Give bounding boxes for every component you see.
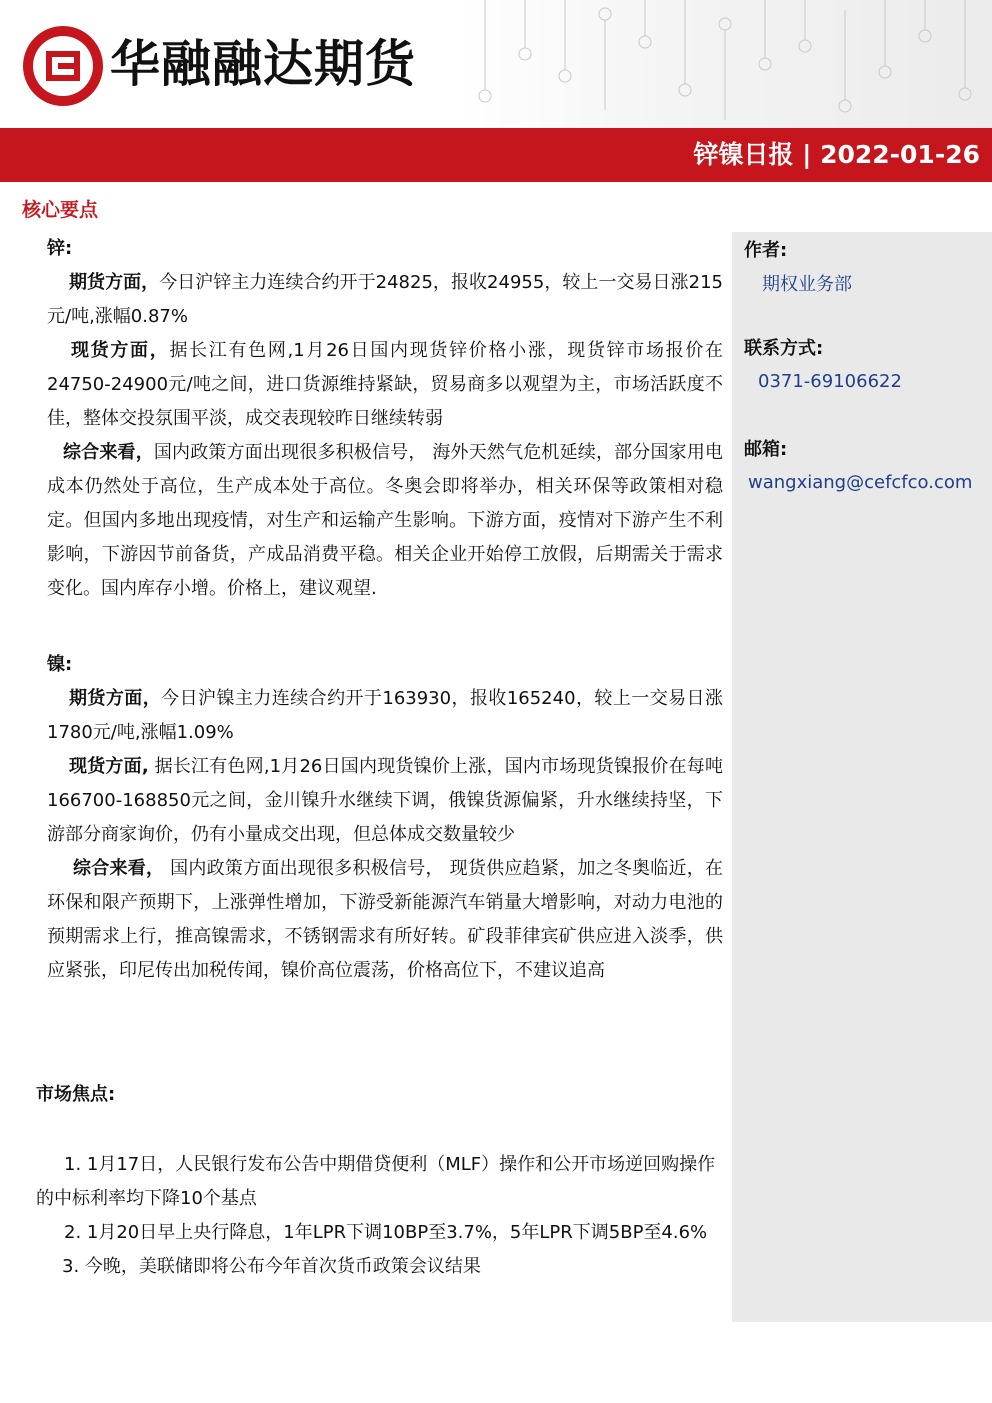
main-content [47,232,723,988]
nickel-spot-text: 据长江有色网,1月26日国内现货镍价上涨，国内市场现货镍报价在每吨166700-168850元之间，金川镍升水继续下调，俄镍货源偏紧，升水继续持坚，下游部分商家询价，仍有小量成交出现，但总体成交数量较少 [47,756,724,845]
header-decoration [455,0,992,128]
focus-item: 2. 1月20日早上央行降息，1年LPR下调10BP至3.7%，5年LPR下调5BP至4.6% [64,1222,708,1243]
nickel-spot-label: 现货方面, [69,756,149,777]
zinc-heading: 锌: [47,238,73,259]
nickel-spot-paragraph [47,750,723,852]
huarong-logo-icon [22,25,104,107]
nickel-overall-paragraph [47,852,723,988]
brand-name: 华融融达期货 [110,35,416,93]
nickel-overall-label: 综合来看， [73,858,165,879]
nickel-futures-label: 期货方面， [69,688,162,709]
author-label: 作者: [744,240,788,261]
email-value[interactable]: wangxiang@cefcfco.com [748,472,973,493]
email-label: 邮箱: [744,439,788,460]
zinc-futures-text: 今日沪锌主力连续合约开于24825，报收24955，较上一交易日涨215元/吨,涨幅0.87% [47,272,723,327]
zinc-overall-paragraph [47,436,723,606]
zinc-spot-text: 据长江有色网,1月26日国内现货锌价格小涨，现货锌市场报价在24750-24900元/吨之间，进口货源维持紧缺，贸易商多以观望为主，市场活跃度不佳，整体交投氛围平淡，成交表现较昨日继续转弱 [47,340,724,429]
author-sidebar [732,232,992,1322]
nickel-futures-paragraph [47,682,723,750]
market-focus-title: 市场焦点: [36,1084,116,1105]
zinc-overall-label: 综合来看， [63,442,154,463]
nickel-overall-text: 国内政策方面出现很多积极信号， 现货供应趋紧，加之冬奥临近，在环保和限产预期下，上涨弹性增加，下游受新能源汽车销量大增影响，对动力电池的预期需求上行，推高镍需求，不锈钢需求有所好转。矿段菲律宾矿供应进入淡季，供应紧张，印尼传出加税传闻，镍价高位震荡，价格高位下，不建议追高 [47,858,723,981]
zinc-spot-paragraph [47,334,723,436]
zinc-spot-label: 现货方面， [71,340,170,361]
zinc-overall-text: 国内政策方面出现很多积极信号， 海外天然气危机延续，部分国家用电成本仍然处于高位，生产成本处于高位。冬奥会即将举办，相关环保等政策相对稳定。但国内多地出现疫情，对生产和运输产生影响。下游方面，疫情对下游产生不利影响，下游因节前备货，产成品消费平稳。相关企业开始停工放假，后期需关于需求变化。国内库存小增。价格上，建议观望. [47,442,724,599]
report-title: 锌镍日报 | 2022-01-26 [693,140,980,169]
focus-item: 3. 今晚，美联储即将公布今年首次货币政策会议结果 [62,1256,481,1277]
section-title: 核心要点 [22,199,99,221]
nickel-heading: 镍: [47,654,73,675]
contact-label: 联系方式: [744,338,824,359]
zinc-futures-paragraph [47,266,723,334]
market-focus [36,1078,726,1284]
decorative-lines-graphic [455,0,992,128]
nickel-futures-text: 今日沪镍主力连续合约开于163930，报收165240，较上一交易日涨1780元/吨,涨幅1.09% [47,688,723,743]
zinc-futures-label: 期货方面， [69,272,160,293]
focus-item: 1. 1月17日，人民银行发布公告中期借贷便利（MLF）操作和公开市场逆回购操作的中标利率均下降10个基点 [36,1154,716,1209]
author-value: 期权业务部 [762,274,852,295]
contact-value: 0371-69106622 [758,371,902,392]
